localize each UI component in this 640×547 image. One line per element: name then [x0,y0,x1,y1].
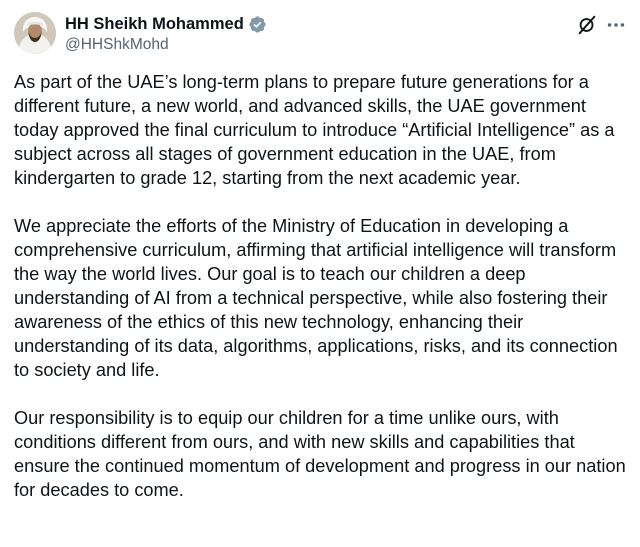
author-info [65,13,267,54]
tweet-paragraph-3: Our responsibility is to equip our children for a time unlike ours, with conditions different from ours, and with new skills and capabilities that ensure the continued momentum of development and progress in our nation for decades to come. [14,408,626,500]
tweet-paragraph-2: We appreciate the efforts of the Ministry of Education in developing a comprehensive curriculum, affirming that artificial intelligence will transform the way the world lives. Our goal is to teach our children a deep understanding of AI from a technical perspective, while also fostering their awareness of the ethics of this new technology, enhancing their understanding of its data, algorithms, applications, risks, and its connection to society and life. [14,216,618,380]
avatar-image [14,12,56,54]
grok-icon[interactable] [576,14,598,36]
avatar[interactable] [14,12,56,54]
verified-badge-icon [248,15,267,34]
tweet-text [14,70,632,502]
display-name[interactable]: HH Sheikh Mohammed [65,14,244,33]
display-name-row[interactable] [65,13,267,35]
tweet-paragraph-1: As part of the UAE’s long-term plans to prepare future generations for a different future, a new world, and advanced skills, the UAE government today approved the final curriculum to introduce “Artificial Intelligence” as a subject across all stages of government education in the UAE, from kindergarten to grade 12, starting from the next academic year. [14,72,615,188]
author-handle[interactable]: @HHShkMohd [65,36,169,53]
more-options-icon[interactable] [605,14,627,36]
tweet-header [0,0,640,64]
